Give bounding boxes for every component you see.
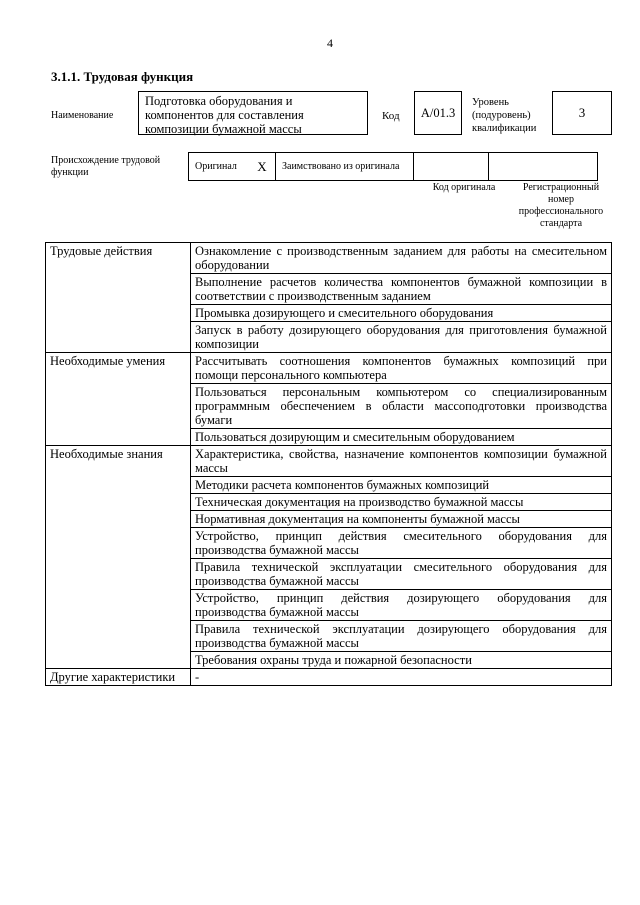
item-cell: Техническая документация на производство бумажной массы — [191, 494, 612, 511]
item-cell: Пользоваться персональным компьютером со специализированным программным обеспечением в области массоподготовки производства бумаги — [191, 384, 612, 429]
code-original-caption: Код оригинала — [432, 182, 496, 193]
function-table-body — [46, 243, 612, 686]
level-value: 3 — [552, 91, 612, 135]
category-cell: Необходимые умения — [46, 353, 191, 446]
origin-code-cell — [414, 153, 489, 181]
category-cell: Необходимые знания — [46, 446, 191, 669]
function-table — [45, 242, 612, 686]
origin-label: Происхождение трудовой функции — [51, 155, 161, 178]
section-title: 3.1.1. Трудовая функция — [51, 69, 194, 84]
origin-table — [188, 152, 598, 181]
category-cell: Другие характеристики — [46, 669, 191, 686]
table-row — [46, 353, 612, 384]
origin-mark: X — [249, 153, 276, 181]
page-number: 4 — [327, 36, 333, 50]
code-label: Код — [382, 110, 400, 122]
origin-reg-cell — [489, 153, 598, 181]
origin-original: Оригинал — [189, 153, 250, 181]
name-value: Подготовка оборудования и компонентов для составления композиции бумажной массы — [138, 91, 368, 135]
item-cell: - — [191, 669, 612, 686]
item-cell: Устройство, принцип действия смесительного оборудования для производства бумажной массы — [191, 528, 612, 559]
item-cell: Методики расчета компонентов бумажных композиций — [191, 477, 612, 494]
item-cell: Правила технической эксплуатации смесительного оборудования для производства бумажной массы — [191, 559, 612, 590]
table-row — [46, 446, 612, 477]
name-label: Наименование — [51, 110, 114, 121]
reg-number-caption: Регистрационный номер профессионального стандарта — [518, 182, 604, 229]
table-row — [46, 243, 612, 274]
item-cell: Требования охраны труда и пожарной безопасности — [191, 652, 612, 669]
item-cell: Нормативная документация на компоненты бумажной массы — [191, 511, 612, 528]
code-value: A/01.3 — [414, 91, 462, 135]
item-cell: Запуск в работу дозирующего оборудования для приготовления бумажной композиции — [191, 322, 612, 353]
origin-borrowed: Заимствовано из оригинала — [276, 153, 414, 181]
table-row — [46, 669, 612, 686]
item-cell: Промывка дозирующего и смесительного оборудования — [191, 305, 612, 322]
item-cell: Выполнение расчетов количества компонентов бумажной композиции в соответствии с производственным заданием — [191, 274, 612, 305]
item-cell: Рассчитывать соотношения компонентов бумажных композиций при помощи персонального компьютера — [191, 353, 612, 384]
item-cell: Ознакомление с производственным заданием для работы на смесительном оборудовании — [191, 243, 612, 274]
level-label: Уровень (подуровень) квалификации — [472, 97, 537, 134]
item-cell: Характеристика, свойства, назначение компонентов композиции бумажной массы — [191, 446, 612, 477]
item-cell: Устройство, принцип действия дозирующего оборудования для производства бумажной массы — [191, 590, 612, 621]
category-cell: Трудовые действия — [46, 243, 191, 353]
item-cell: Пользоваться дозирующим и смесительным оборудованием — [191, 429, 612, 446]
item-cell: Правила технической эксплуатации дозирующего оборудования для производства бумажной массы — [191, 621, 612, 652]
